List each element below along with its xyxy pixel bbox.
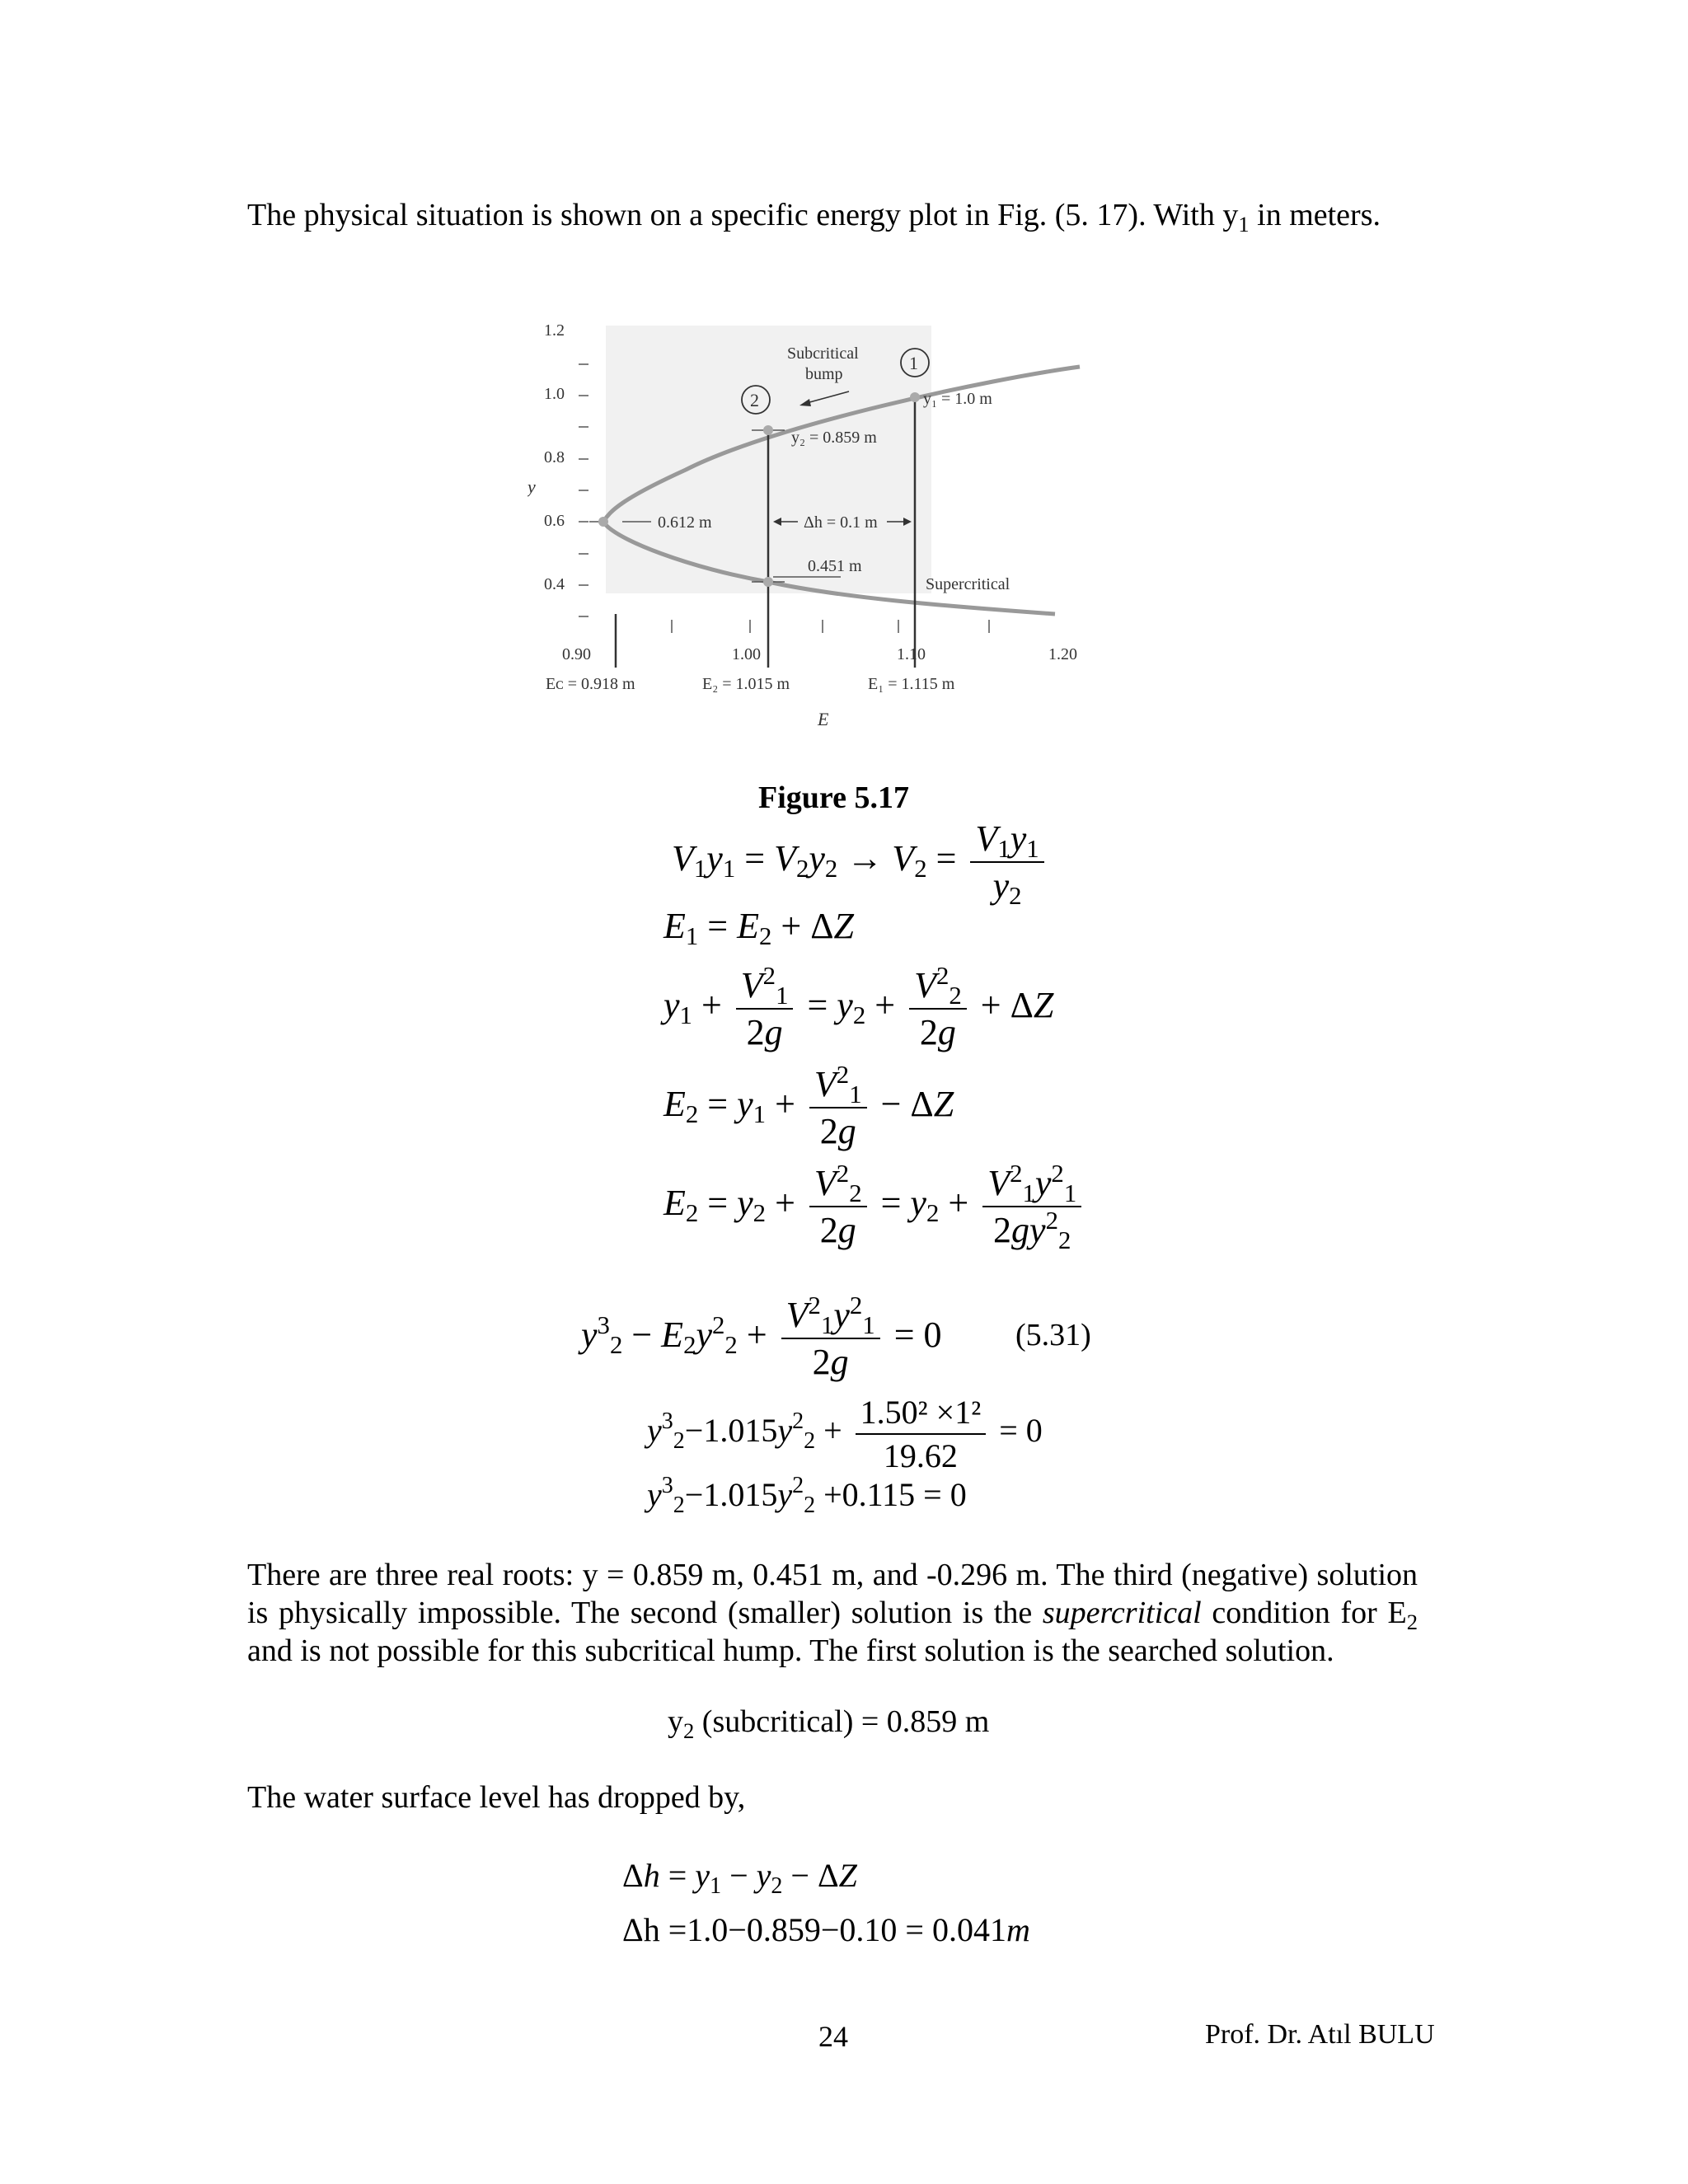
y-tick-0-8: 0.8 (544, 448, 565, 466)
equation-e2-from-y2: $E_2 = y_2$ + $\frac{V^2_2}{2g}$ = $y_2$ + $\frac{V^2_1y^2_1}{2gy^2_2}$ (663, 1162, 1086, 1251)
supercritical-label: Supercritical (926, 575, 1010, 593)
x-axis-label: E (818, 709, 829, 729)
y-tick-1-2: 1.2 (544, 321, 565, 340)
specific-energy-figure (528, 321, 1104, 750)
x-tick-1-10: 1.10 (897, 645, 926, 663)
subcritical-label: Subcritical (787, 344, 859, 363)
equation-5-31-number: (5.31) (1015, 1318, 1091, 1352)
result-line: $y_2$ (subcritical) = 0.859 m (668, 1704, 990, 1743)
y-axis-label: y (528, 476, 536, 497)
footer-author: Prof. Dr. Atıl BULU (1205, 2019, 1435, 2050)
e2-label: E₂ = 1.015 m (702, 675, 790, 693)
equation-cubic: $y^3_2-1.015y^2_2 +0.115 = 0$ (647, 1473, 967, 1518)
x-tick-marks (672, 620, 989, 633)
equation-delta-h-numeric: Δh =1.0−0.859−0.10 = 0.041m (622, 1911, 1030, 1948)
drop-sentence: The water surface level has dropped by, (247, 1780, 746, 1815)
equation-delta-h-symbolic: $\Delta h = y_1 - y_2 - \Delta Z$ (622, 1857, 857, 1899)
x-tick-1-00: 1.00 (732, 645, 761, 663)
point-2 (763, 425, 773, 435)
ec-label: Eᴄ = 0.918 m (546, 675, 635, 693)
y2-label: y₂ = 0.859 m (791, 429, 877, 447)
y-tick-0-4: 0.4 (544, 575, 565, 593)
bump-label: bump (805, 365, 843, 383)
equation-energy-balance: $E_1 = E_2 + \Delta Z$ (663, 906, 855, 950)
intro-paragraph: The physical situation is shown on a specific energy plot in Fig. (5. 17). With $y_1$ in meters. (247, 198, 1381, 237)
point-2-label: 2 (750, 390, 759, 410)
delta-h-label: Δh = 0.1 m (804, 513, 878, 532)
yc-label: 0.612 m (658, 513, 712, 532)
y-tick-marks (579, 364, 588, 616)
y2-supercritical-label: 0.451 m (808, 557, 862, 575)
e1-label: E₁ = 1.115 m (868, 675, 955, 693)
x-tick-1-20: 1.20 (1048, 645, 1077, 663)
y-tick-0-6: 0.6 (544, 512, 565, 530)
roots-paragraph: There are three real roots: y = 0.859 m, 0.451 m, and -0.296 m. The third (negative) solution is physically impossible. The second (smaller) solution is the supercritical condition for $E_2$ and is not possible for this subcritical hump. The first solution is the searched solution. (247, 1558, 1418, 1668)
equation-e2-from-y1: $E_2 = y_1$ + $\frac{V^2_1}{2g}$ − ΔZ (663, 1061, 954, 1151)
critical-point (598, 517, 608, 527)
y1-label: y₁ = 1.0 m (923, 390, 992, 408)
page-number: 24 (818, 2020, 848, 2053)
equation-expanded-energy: $y_1$ + $\frac{V^2_1}{2g}$ = $y_2$ + $\frac{V^2_2}{2g}$ + ΔZ (663, 962, 1054, 1052)
equation-5-31: $y^3_2 - E_2y^2_2$ + $\frac{V^2_1y^2_1}{2g}$ = 0 (581, 1291, 942, 1382)
equation-continuity: $V_1y_1 = V_2y_2 \to V_2$ = $\frac{V_1y_1}{y_2}$ (672, 818, 1049, 907)
y-tick-1-0: 1.0 (544, 385, 565, 403)
equation-numeric-substitution: $y^3_2-1.015y^2_2$ + $\frac{\text{1.50² ×1²}}{19.62}$ = 0 (647, 1394, 1043, 1474)
point-1-label: 1 (909, 353, 918, 373)
point-2-supercritical (763, 577, 773, 587)
figure-caption: Figure 5.17 (758, 780, 909, 815)
x-tick-0-90: 0.90 (562, 645, 591, 663)
point-1 (910, 392, 920, 402)
